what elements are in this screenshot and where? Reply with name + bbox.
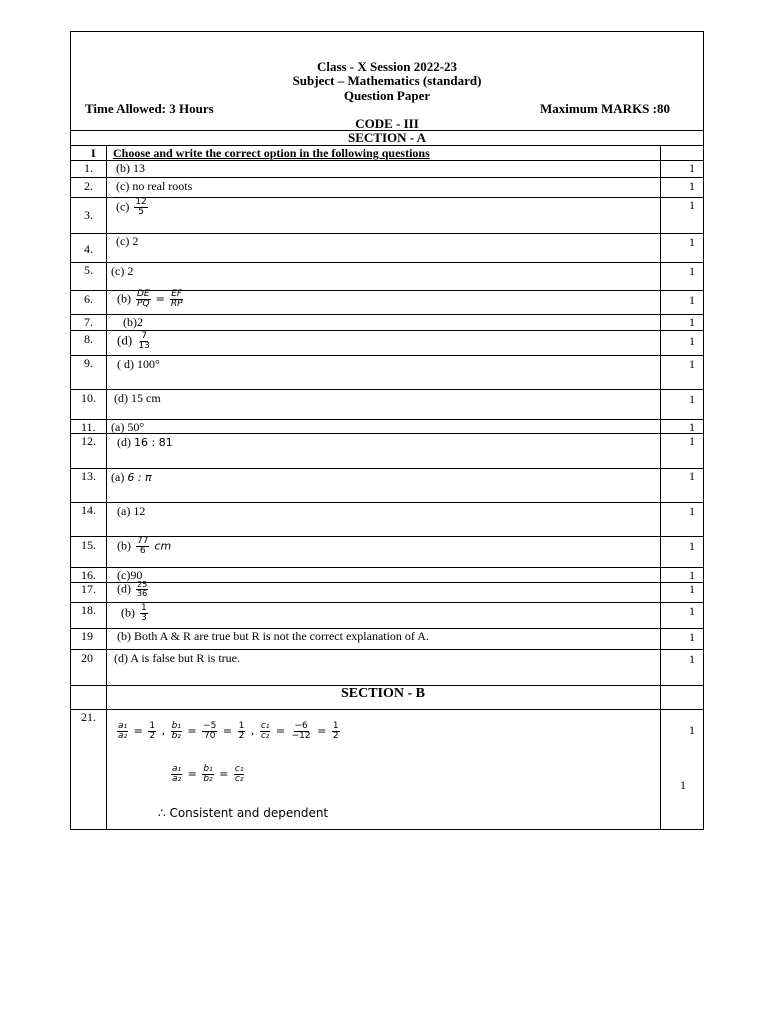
q17-answer — [117, 581, 150, 598]
equals: = — [219, 767, 229, 781]
b2: b₂ — [171, 731, 181, 741]
q6-denominator-2: RP — [170, 299, 183, 309]
q9-answer: ( d) 100° — [117, 357, 160, 371]
equals: = — [317, 724, 327, 738]
numerator: 1 — [332, 721, 339, 731]
q4-answer: (c) 2 — [116, 234, 139, 248]
q15-numerator: 77 — [137, 536, 149, 546]
q15-denominator: 6 — [139, 546, 146, 556]
q12-option: (d) — [117, 435, 131, 449]
q19-number: 19 — [81, 629, 93, 643]
divider — [71, 355, 703, 356]
numerator: 1 — [149, 721, 156, 731]
q18-option: (b) — [121, 605, 135, 620]
q6-denominator-1: PQ — [137, 299, 150, 309]
section-a-title: SECTION - A — [347, 130, 427, 145]
denominator: 2 — [149, 731, 156, 741]
q21-ratio-line — [115, 722, 342, 741]
q15-option: (b) — [117, 538, 131, 553]
q6-marks: 1 — [689, 293, 695, 307]
divider — [71, 567, 703, 568]
q12-marks: 1 — [689, 434, 695, 448]
maximum-marks: Maximum MARKS :80 — [540, 101, 670, 116]
q20-number: 20 — [81, 651, 93, 665]
q5-number: 5. — [84, 263, 93, 277]
q12-ratio: 16 : 81 — [134, 436, 173, 449]
q19-answer: (b) Both A & R are true but R is not the correct explanation of A. — [117, 629, 429, 643]
q4-marks: 1 — [689, 235, 695, 249]
comma: , — [161, 724, 166, 738]
one-half — [238, 722, 246, 741]
denominator: −12 — [291, 731, 311, 741]
equals: = — [187, 724, 197, 738]
minus6-over-minus12 — [291, 722, 312, 741]
q10-number: 10. — [81, 391, 96, 405]
q2-answer: (c) no real roots — [116, 179, 193, 193]
instruction-roman: I — [91, 146, 96, 160]
c2: c₂ — [234, 774, 244, 784]
q17-marks: 1 — [689, 582, 695, 596]
q10-answer: (d) 15 cm — [114, 391, 161, 405]
a1: a₁ — [118, 721, 128, 731]
one-half — [332, 722, 340, 741]
q11-marks: 1 — [689, 420, 695, 434]
q10-marks: 1 — [689, 392, 695, 406]
q6-numerator-2: EF — [171, 289, 183, 299]
class-session-heading: Class - X Session 2022-23 — [316, 59, 458, 74]
divider — [71, 582, 703, 583]
q7-answer: (b)2 — [123, 315, 143, 329]
q16-marks: 1 — [689, 568, 695, 582]
column-divider — [106, 145, 107, 830]
a1-over-a2 — [117, 722, 128, 741]
q3-numerator: 12 — [135, 197, 147, 207]
c1: c₁ — [234, 764, 244, 774]
q21-marks-1: 1 — [689, 723, 695, 737]
q15-fraction — [136, 537, 149, 556]
instruction-text: Choose and write the correct option in the following questions — [113, 146, 430, 160]
b2: b₂ — [203, 774, 213, 784]
q1-answer: (b) 13 — [116, 161, 145, 175]
divider — [71, 197, 703, 198]
q14-marks: 1 — [689, 504, 695, 518]
time-allowed: Time Allowed: 3 Hours — [85, 101, 214, 116]
q16-number: 16. — [81, 568, 96, 582]
divider — [71, 502, 703, 503]
q21-conclusion: ∴ Consistent and dependent — [158, 806, 329, 820]
divider — [71, 177, 703, 178]
c2: c₂ — [260, 731, 270, 741]
q3-number: 3. — [84, 208, 93, 222]
q2-marks: 1 — [689, 179, 695, 193]
one-half — [148, 722, 156, 741]
divider — [71, 419, 703, 420]
denominator: 2 — [238, 731, 245, 741]
q9-number: 9. — [84, 356, 93, 370]
section-b-title: SECTION - B — [340, 686, 426, 701]
q19-marks: 1 — [689, 630, 695, 644]
a2: a₂ — [172, 774, 182, 784]
q17-fraction — [136, 581, 148, 598]
q8-marks: 1 — [689, 334, 695, 348]
q6-option: (b) — [117, 291, 131, 306]
q13-option: (a) — [111, 470, 125, 484]
code-heading: CODE - III — [355, 116, 419, 131]
q15-answer — [117, 537, 171, 556]
q14-answer: (a) 12 — [117, 504, 146, 518]
q8-fraction — [137, 332, 150, 351]
q13-number: 13. — [81, 469, 96, 483]
divider — [71, 649, 703, 650]
q3-denominator: 5 — [138, 207, 144, 217]
c1-over-c2 — [260, 722, 271, 741]
q15-unit: cm — [154, 539, 172, 553]
q12-number: 12. — [81, 434, 96, 448]
denominator: 70 — [204, 731, 216, 741]
b1-over-b2 — [202, 765, 213, 784]
q21-number: 21. — [81, 710, 96, 724]
subject-heading: Subject – Mathematics (standard) — [292, 73, 482, 88]
divider — [71, 314, 703, 315]
q5-answer: (c) 2 — [111, 264, 134, 278]
q15-number: 15. — [81, 538, 96, 552]
q13-ratio: 6 : π — [127, 471, 152, 484]
q6-fraction-ef-rp — [170, 290, 184, 309]
q1-number: 1. — [84, 161, 93, 175]
q6-number: 6. — [84, 292, 93, 306]
q18-denominator: 3 — [141, 613, 147, 623]
q8-number: 8. — [84, 332, 93, 346]
q2-number: 2. — [84, 179, 93, 193]
divider — [71, 389, 703, 390]
q21-equality-line — [169, 765, 246, 784]
q15-marks: 1 — [689, 539, 695, 553]
q6-numerator-1: DE — [137, 289, 150, 299]
q8-answer — [117, 332, 153, 351]
q17-numerator: 25 — [137, 580, 148, 589]
q3-option: (c) — [116, 199, 130, 214]
equals: = — [222, 724, 233, 738]
q18-number: 18. — [81, 603, 96, 617]
c1: c₁ — [260, 721, 270, 731]
divider — [71, 262, 703, 263]
equals: = — [275, 724, 286, 738]
q17-option: (d) — [117, 581, 131, 596]
equals: = — [133, 724, 143, 738]
a1-over-a2 — [171, 765, 182, 784]
q11-number: 11. — [81, 420, 96, 434]
divider — [71, 468, 703, 469]
q8-option: (d) — [117, 332, 133, 348]
divider — [71, 602, 703, 603]
column-divider — [660, 145, 661, 830]
q1-marks: 1 — [689, 161, 695, 175]
a2: a₂ — [118, 731, 128, 741]
q21-marks-2: 1 — [680, 778, 686, 792]
q3-answer — [116, 198, 150, 217]
q16-answer: (c)90 — [117, 568, 143, 582]
q3-fraction — [134, 198, 147, 217]
comma: , — [250, 724, 255, 738]
numerator: −6 — [294, 721, 308, 731]
a1: a₁ — [172, 764, 182, 774]
b1-over-b2 — [171, 722, 182, 741]
c1-over-c2 — [234, 765, 245, 784]
q18-answer — [121, 604, 150, 623]
q20-answer: (d) A is false but R is true. — [114, 651, 240, 665]
q20-marks: 1 — [689, 652, 695, 666]
q9-marks: 1 — [689, 357, 695, 371]
q7-number: 7. — [84, 315, 93, 329]
divider — [71, 709, 703, 710]
minus5-over-70 — [202, 722, 217, 741]
q13-answer — [111, 470, 152, 485]
q3-marks: 1 — [689, 198, 695, 212]
b1: b₁ — [171, 721, 181, 731]
q7-marks: 1 — [689, 315, 695, 329]
q6-answer — [117, 290, 186, 309]
q17-number: 17. — [81, 582, 96, 596]
numerator: 1 — [238, 721, 245, 731]
b1: b₁ — [203, 764, 213, 774]
q18-numerator: 1 — [141, 603, 147, 613]
q14-number: 14. — [81, 503, 96, 517]
q17-denominator: 36 — [137, 589, 148, 598]
divider — [71, 433, 703, 434]
q13-marks: 1 — [689, 469, 695, 483]
divider — [71, 160, 703, 161]
q11-answer: (a) 50° — [111, 420, 145, 434]
q8-denominator: 13 — [138, 341, 150, 351]
q4-number: 4. — [84, 242, 93, 256]
equals: = — [187, 767, 197, 781]
divider — [71, 330, 703, 331]
q6-fraction-de-pq — [136, 290, 151, 309]
answer-sheet — [70, 31, 704, 830]
paper-heading: Question Paper — [343, 88, 431, 103]
q18-fraction — [140, 604, 148, 623]
q6-equals: = — [155, 292, 165, 306]
divider — [71, 233, 703, 234]
q18-marks: 1 — [689, 604, 695, 618]
q8-numerator: 7 — [141, 331, 148, 341]
numerator: −5 — [203, 721, 217, 731]
denominator: 2 — [332, 731, 339, 741]
q12-answer — [117, 435, 173, 450]
q5-marks: 1 — [689, 264, 695, 278]
